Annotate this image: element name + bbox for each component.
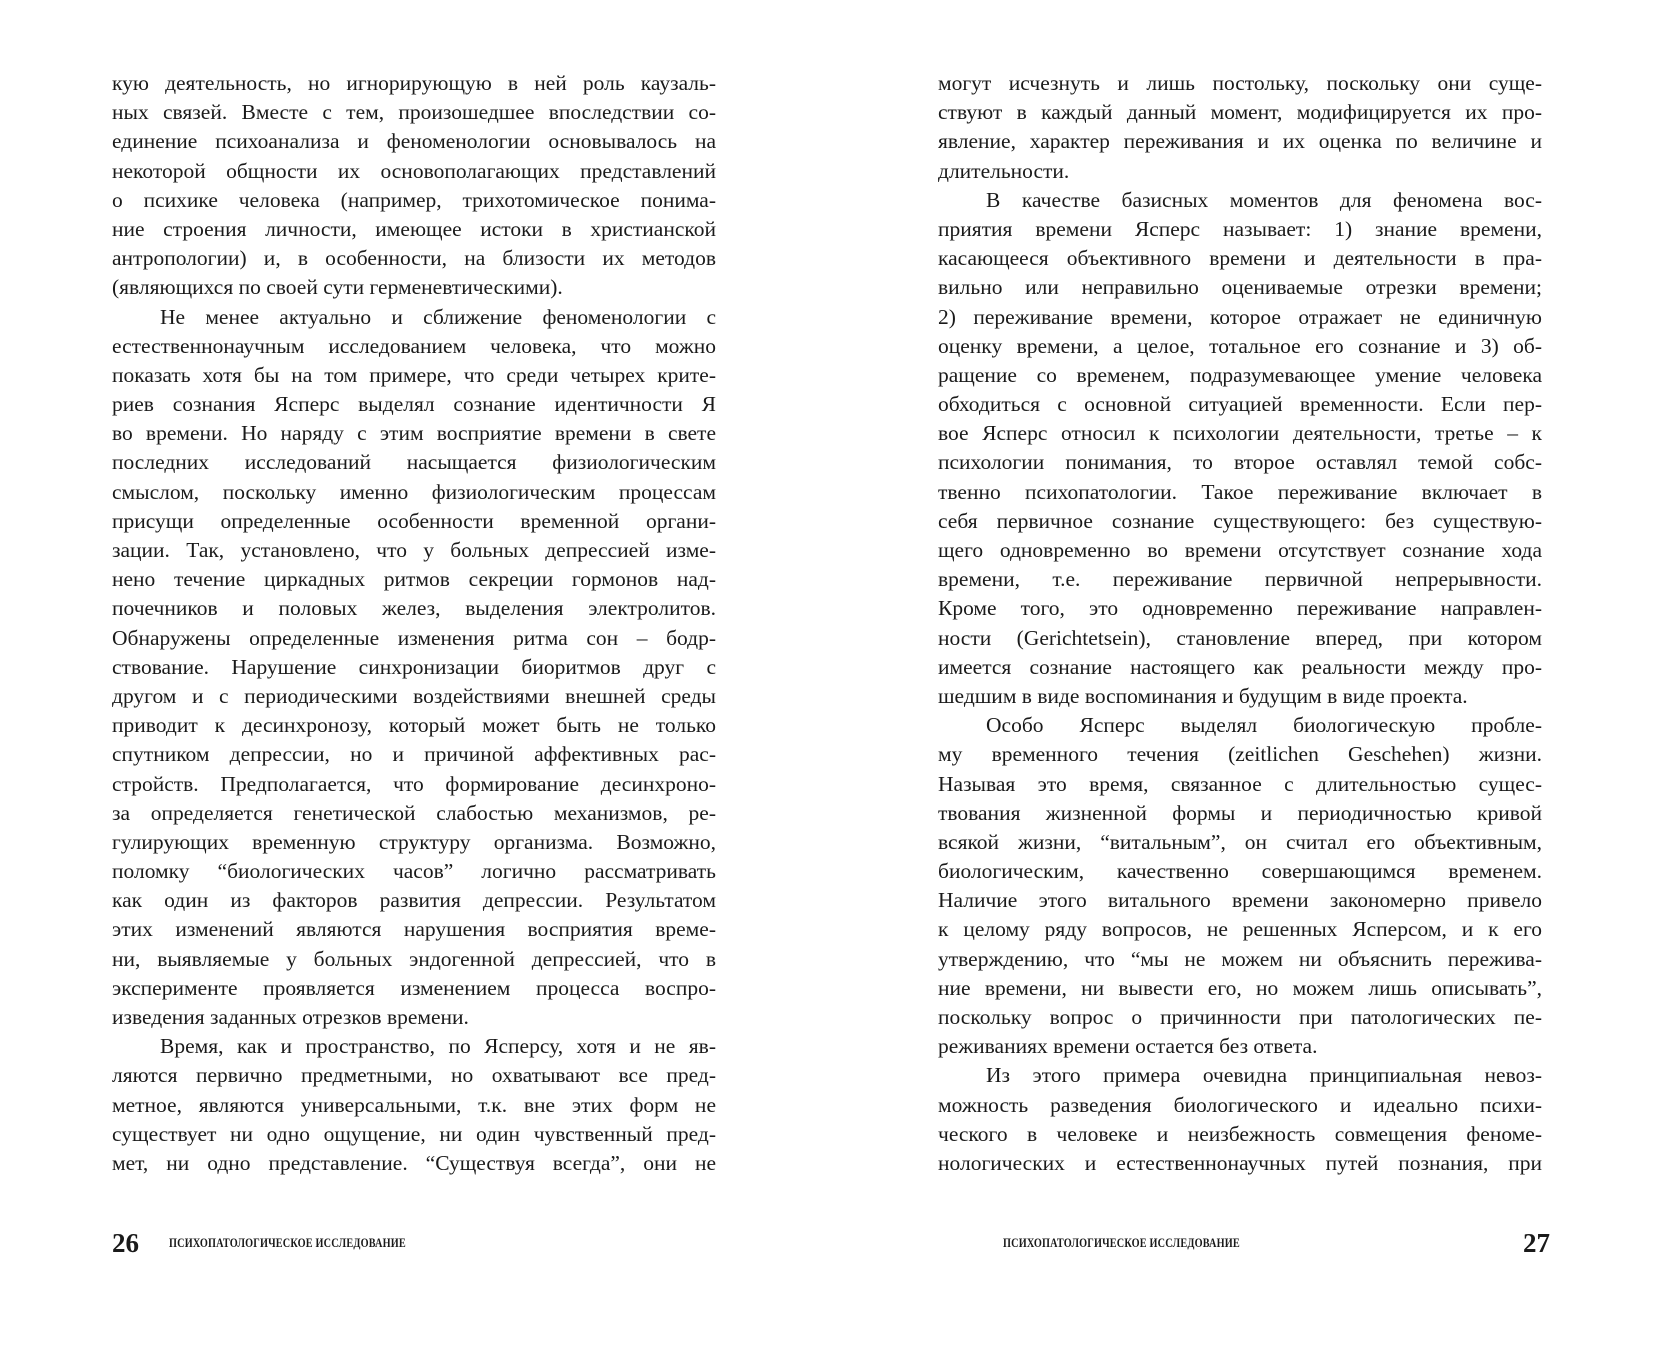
text-line: поскольку вопрос о причинности при патологических пе- (938, 1005, 1542, 1029)
left-page-footer (112, 1226, 458, 1260)
text-line: Наличие этого витального времени закономерно привело (938, 888, 1542, 913)
text-line: щего одновременно во времени отсутствует сознание хода (938, 538, 1542, 562)
text-line: себя первичное сознание существующего: без существую- (938, 508, 1542, 533)
text-line: другом и с периодическими воздействиями внешней среды (112, 683, 716, 708)
text-line: стройств. Предполагается, что формирование десинхроно- (112, 771, 716, 796)
text-line: Кроме того, это одновременно переживание направлен- (938, 596, 1542, 621)
text-line: ни, выявляемые у больных эндогенной депрессией, что в (112, 946, 716, 971)
right-page-text (938, 69, 1542, 1178)
text-line: смыслом, поскольку именно физиологическим процессам (112, 479, 716, 504)
text-line: ние времени, ни вывести его, но можем лишь описывать”, (938, 975, 1542, 1000)
page-number: 27 (1523, 1227, 1550, 1258)
text-line: присущи определенные особенности временной органи- (112, 508, 716, 533)
text-line: последних исследований насыщается физиологическим (112, 450, 716, 475)
text-line: можность разведения биологического и идеально психи- (938, 1092, 1542, 1117)
paragraph (938, 186, 1542, 711)
text-line: единение психоанализа и феноменологии основывалось на (112, 129, 716, 154)
paragraph (112, 303, 716, 1033)
text-line: шедшим в виде воспоминания и будущим в виде проекта. (938, 683, 1468, 708)
text-line: ческого в человеке и неизбежность совмещения феноме- (938, 1121, 1542, 1146)
text-line: поломку “биологических часов” логично рассматривать (112, 859, 716, 884)
text-line: метное, являются универсальными, т.к. вне этих форм не (112, 1092, 716, 1117)
paragraph (112, 1032, 716, 1178)
left-page-text (112, 69, 716, 1178)
text-line: как один из факторов развития депрессии. Результатом (112, 888, 716, 913)
text-line: о психике человека (например, трихотомическое понима- (112, 187, 716, 212)
text-line: психологии понимания, то второе оставлял темой собс- (938, 450, 1542, 475)
text-line: ляются первично предметными, но охватывают все пред- (112, 1063, 716, 1088)
text-line: мет, ни одно представление. “Существуя всегда”, они не (112, 1150, 716, 1175)
text-line: приятия времени Ясперс называет: 1) знание времени, (938, 216, 1542, 241)
text-line: утверждению, что “мы не можем ни объяснить пережива- (938, 946, 1542, 971)
text-line: Обнаружены определенные изменения ритма сон – бодр- (112, 625, 716, 650)
text-line: Время, как и пространство, по Ясперсу, хотя и не яв- (160, 1034, 716, 1059)
text-line: всякой жизни, “витальным”, он считал его объективным, (938, 829, 1542, 854)
text-line: могут исчезнуть и лишь постольку, поскольку они суще- (938, 71, 1542, 95)
text-line: спутником депрессии, но и причиной аффективных рас- (112, 742, 716, 767)
text-line: обходиться с основной ситуацией временности. Если пер- (938, 392, 1542, 417)
text-line: во времени. Но наряду с этим восприятие времени в свете (112, 421, 716, 446)
text-line: за определяется генетической слабостью механизмов, ре- (112, 800, 716, 825)
text-line: реживаниях времени остается без ответа. (938, 1034, 1318, 1059)
text-line: биологическим, качественно совершающимся временем. (938, 859, 1542, 884)
text-line: ствование. Нарушение синхронизации биоритмов друг с (112, 654, 716, 679)
paragraph (112, 69, 716, 303)
text-line: Особо Ясперс выделял биологическую пробле- (986, 713, 1542, 738)
text-line: к целому ряду вопросов, не решенных Ясперсом, и к его (938, 917, 1542, 942)
text-line: имеется сознание настоящего как реальности между про- (938, 654, 1542, 679)
text-line: нологических и естественнонаучных путей познания, при (938, 1150, 1542, 1175)
paragraph (938, 711, 1542, 1061)
text-line: касающееся объективного времени и деятельности в пра- (938, 246, 1542, 271)
text-line: ных связей. Вместе с тем, произошедшее впоследствии со- (112, 100, 716, 125)
text-line: антропологии) и, в особенности, на близости их методов (112, 246, 716, 271)
text-line: (являющихся по своей сути герменевтическими). (112, 275, 563, 300)
text-line: изведения заданных отрезков времени. (112, 1005, 469, 1029)
text-line: ращение со временем, подразумевающее умение человека (938, 362, 1542, 387)
text-line: кую деятельность, но игнорирующую в ней роль каузаль- (112, 71, 716, 95)
text-line: твенно психопатологии. Такое переживание включает в (938, 479, 1542, 504)
text-line: оценку времени, а целое, тотальное его сознание и 3) об- (938, 333, 1542, 358)
text-line: эксперименте проявляется изменением процесса воспро- (112, 975, 716, 1000)
text-line: В качестве базисных моментов для феномена вос- (986, 187, 1542, 212)
text-line: гулирующих временную структуру организма. Возможно, (112, 829, 716, 854)
page-number: 26 (112, 1227, 139, 1258)
text-line: Называя это время, связанное с длительностью сущес- (938, 771, 1542, 796)
text-line: риев сознания Ясперс выделял сознание идентичности Я (112, 392, 716, 417)
text-line: ние строения личности, имеющее истоки в христианской (112, 216, 716, 241)
text-line: приводит к десинхронозу, который может быть не только (112, 713, 716, 738)
text-line: времени, т.е. переживание первичной непрерывности. (938, 567, 1542, 592)
text-line: 2) переживание времени, которое отражает не единичную (938, 304, 1542, 329)
running-head: ПСИХОПАТОЛОГИЧЕСКОЕ ИССЛЕДОВАНИЕ (1003, 1235, 1240, 1250)
right-page-footer (1003, 1226, 1550, 1260)
text-line: длительности. (938, 158, 1070, 183)
text-line: зации. Так, установлено, что у больных депрессией изме- (112, 538, 716, 562)
paragraph (938, 69, 1542, 186)
paragraph (938, 1061, 1542, 1178)
text-line: этих изменений являются нарушения восприятия време- (112, 917, 716, 942)
text-line: почечников и половых желез, выделения электролитов. (112, 596, 716, 621)
text-line: Не менее актуально и сближение феноменологии с (160, 304, 716, 329)
text-line: явление, характер переживания и их оценка по величине и (938, 129, 1542, 154)
text-line: некоторой общности их основополагающих представлений (112, 158, 716, 183)
text-line: Из этого примера очевидна принципиальная невоз- (986, 1063, 1542, 1088)
text-line: вое Ясперс относил к психологии деятельности, третье – к (938, 421, 1542, 446)
text-line: вильно или неправильно оцениваемые отрезки времени; (938, 275, 1542, 300)
text-line: показать хотя бы на том примере, что среди четырех крите- (112, 362, 716, 387)
text-line: естественнонаучным исследованием человека, что можно (112, 333, 716, 358)
text-line: твования жизненной формы и периодичностью кривой (938, 800, 1542, 825)
text-line: нено течение циркадных ритмов секреции гормонов над- (112, 567, 716, 592)
text-line: му временного течения (zeitlichen Geschehen) жизни. (938, 742, 1542, 767)
text-line: ствуют в каждый данный момент, модифицируется их про- (938, 100, 1542, 125)
text-line: ности (Gerichtetsein), становление вперед, при котором (938, 625, 1542, 650)
text-line: существует ни одно ощущение, ни один чувственный пред- (112, 1121, 716, 1146)
running-head: ПСИХОПАТОЛОГИЧЕСКОЕ ИССЛЕДОВАНИЕ (169, 1235, 406, 1250)
